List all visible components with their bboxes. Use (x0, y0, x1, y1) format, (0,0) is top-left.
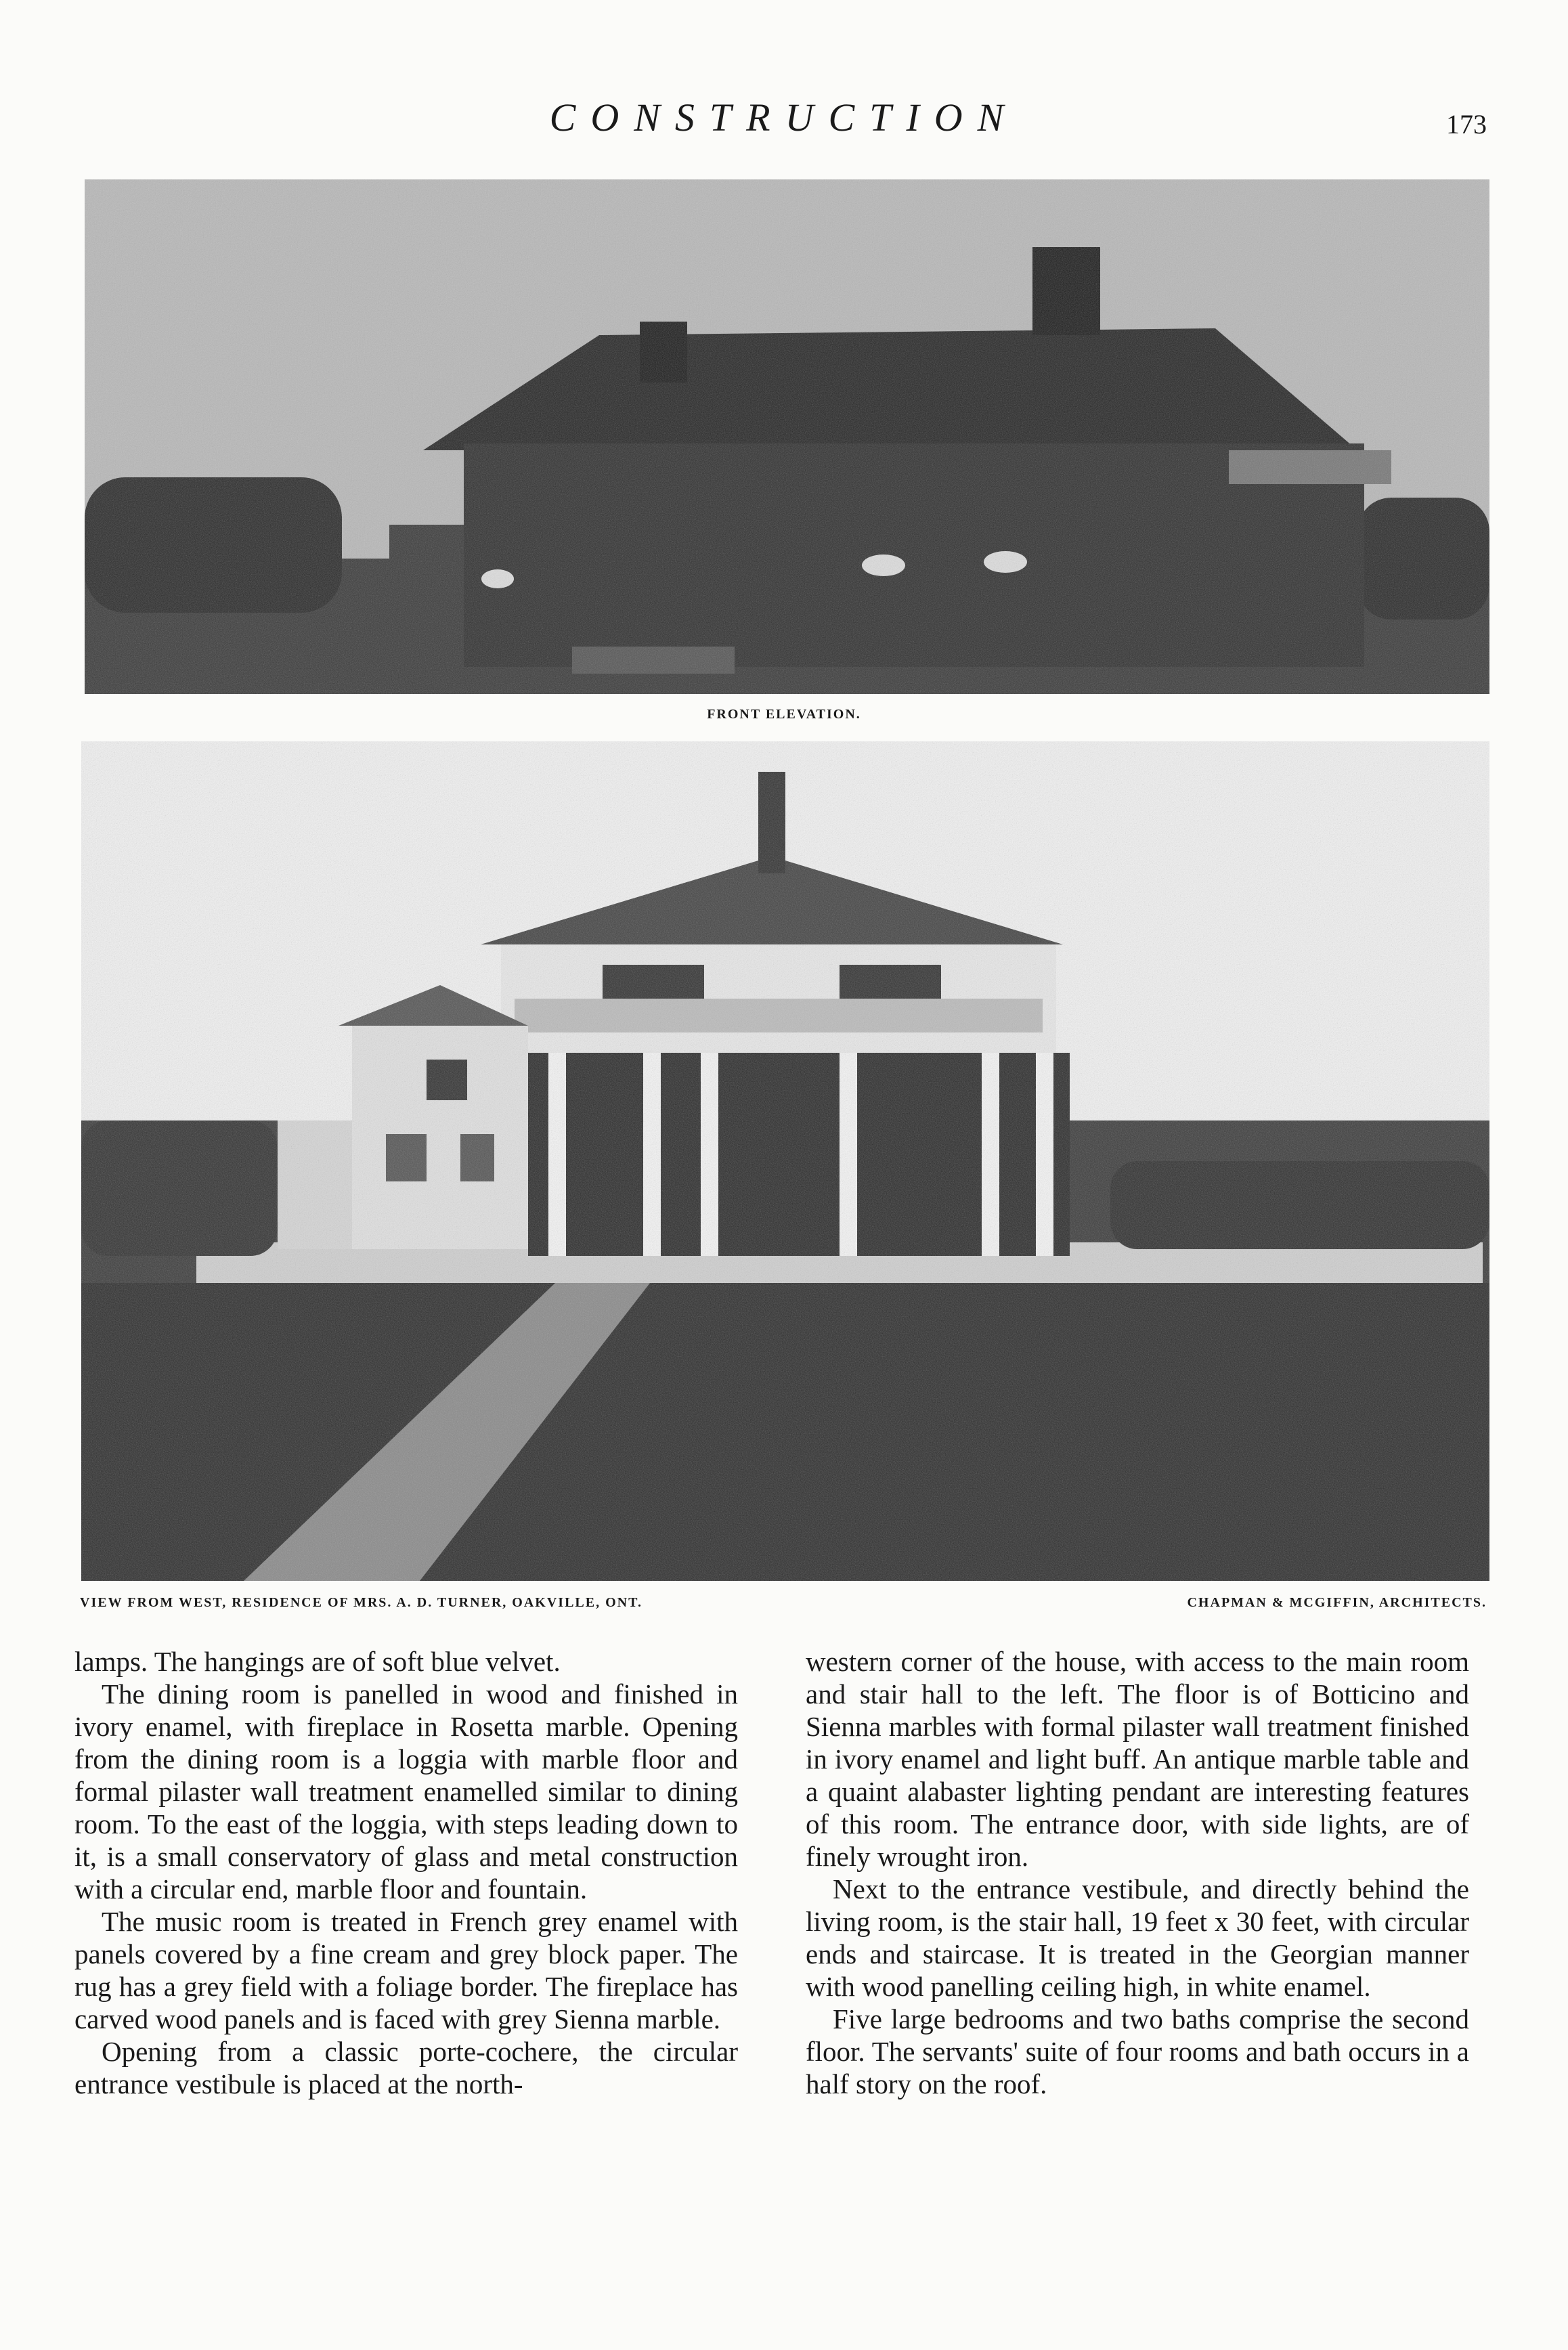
architects-credit: CHAPMAN & MCGIFFIN, ARCHITECTS. (1187, 1595, 1487, 1610)
paragraph: lamps. The hangings are of soft blue velvet. (74, 1646, 561, 1677)
article-column-left (74, 1645, 738, 2100)
paragraph: The dining room is panelled in wood and finished in ivory enamel, with fireplace in Rosetta marble. Opening from the dining room is a loggia with marble floor and formal pilaster wall treatment enamelled similar to dining room. To the east of the loggia, with steps leading down to it, is a small conservatory of glass and metal construction with a circular end, marble floor and fountain. (74, 1678, 738, 1905)
west-view-image (81, 741, 1489, 1581)
west-view-photo (81, 741, 1489, 1581)
paragraph: The music room is treated in French grey enamel with panels covered by a fine cream and grey block paper. The rug has a grey field with a foliage border. The fireplace has carved wood panels and is faced with grey Sienna marble. (74, 1906, 738, 2035)
article-column-right (806, 1645, 1469, 2100)
west-view-caption: VIEW FROM WEST, RESIDENCE OF MRS. A. D. TURNER, OAKVILLE, ONT. (80, 1595, 643, 1610)
front-elevation-photo (85, 179, 1489, 694)
page-number: 173 (1446, 109, 1487, 139)
paragraph: Opening from a classic porte-cochere, the circular entrance vestibule is placed at the north- (74, 2036, 738, 2099)
front-elevation-image (85, 179, 1489, 694)
paragraph: Next to the entrance vestibule, and directly behind the living room, is the stair hall, 19 feet x 30 feet, with circular ends and staircase. It is treated in the Georgian manner with wood panelling ceiling high, in white enamel. (806, 1873, 1469, 2002)
page-header (0, 95, 1568, 149)
paragraph: western corner of the house, with access to the main room and stair hall to the left. The floor is of Botticino and Sienna marbles with formal pilaster wall treatment finished in ivory enamel and light buff. An antique marble table and a quaint alabaster lighting pendant are interesting features of this room. The entrance door, with side lights, are of finely wrought iron. (806, 1646, 1469, 1872)
front-elevation-caption: FRONT ELEVATION. (707, 707, 861, 722)
paragraph: Five large bedrooms and two baths comprise the second floor. The servants' suite of four rooms and bath occurs in a half story on the roof. (806, 2003, 1469, 2099)
journal-title: CONSTRUCTION (549, 95, 1019, 139)
